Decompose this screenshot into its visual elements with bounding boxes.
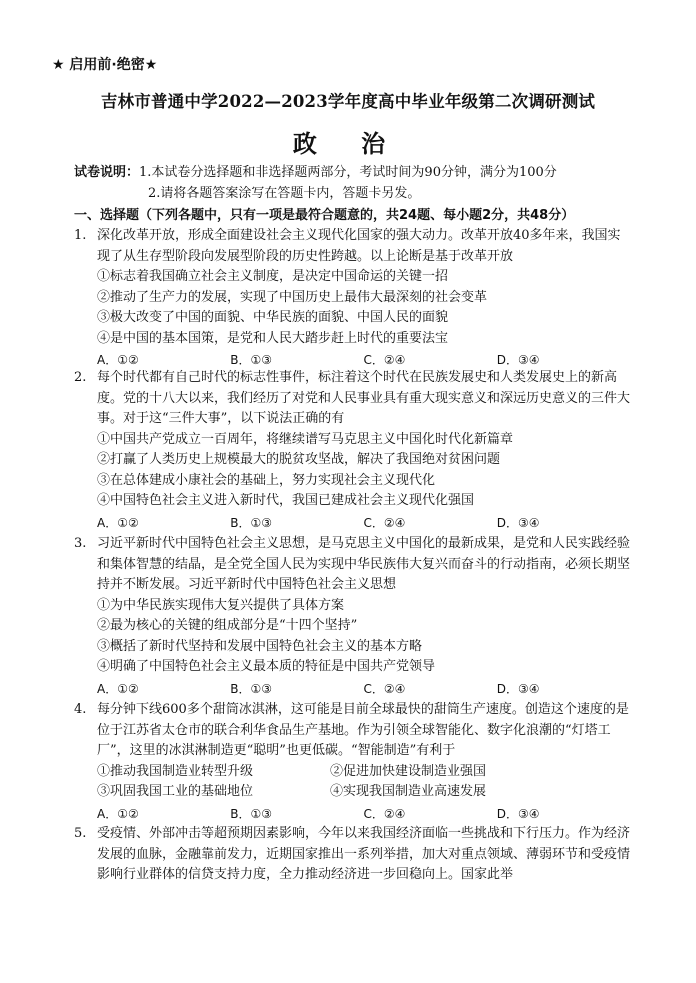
answer-b[interactable]: B．①③ <box>230 353 272 367</box>
question-stem <box>74 226 630 267</box>
option-item: ④实现我国制造业高速发展 <box>330 784 487 799</box>
option-item: ②打赢了人类历史上规模最大的脱贫攻坚战，解决了我国绝对贫困问题 <box>97 452 501 467</box>
question-stem-text: 每分钟下线600多个甜筒冰淇淋，这可能是目前全球最快的甜筒生产速度。创造这个速度的是位于江苏省太仓市的联合利华食品生产基地。作为引领全球智能化、数字化浪潮的“灯塔工厂”，这里的冰淇淋制造更“聪明”也更低碳。“智能制造”有利于 <box>97 702 629 758</box>
question-5 <box>74 824 630 886</box>
question-stem <box>74 700 630 762</box>
option-item: ③极大改变了中国的面貌、中华民族的面貌、中国人民的面貌 <box>97 310 449 325</box>
question-4 <box>74 700 630 825</box>
question-1 <box>74 226 630 371</box>
option-item: ③巩固我国工业的基础地位 <box>97 784 254 799</box>
option-item: ①标志着我国确立社会主义制度，是决定中国命运的关键一招 <box>97 269 449 284</box>
answer-c[interactable]: C．②④ <box>363 681 406 696</box>
section-heading: 一、选择题（下列各题中，只有一项是最符合题意的，共24题、每小题2分，共48分） <box>74 208 575 223</box>
option-item: ④中国特色社会主义进入新时代，我国已建成社会主义现代化强国 <box>97 493 475 508</box>
option-item: ②推动了生产力的发展，实现了中国历史上最伟大最深刻的社会变革 <box>97 289 488 305</box>
question-stem-text: 受疫情、外部冲击等超预期因素影响，今年以来我国经济面临一些挑战和下行压力。作为经济发展的血脉，金融靠前发力，近期国家推出一系列举措，加大对重点领域、薄弱环节和受疫情影响行业群体的信贷支持力度，全力推动经济进一步回稳向上。国家此举 <box>97 826 631 882</box>
question-stem-text: 习近平新时代中国特色社会主义思想，是马克思主义中国化的最新成果，是党和人民实践经验和集体智慧的结晶，是全党全国人民为实现中华民族伟大复兴而奋斗的行动指南，必须长期坚持并不断发展。习近平新时代中国特色社会主义思想 <box>97 536 631 592</box>
exam-title: 吉林市普通中学2022—2023学年度高中毕业年级第二次调研测试 <box>100 92 596 111</box>
exam-instructions <box>74 162 557 204</box>
option-item: ③概括了新时代坚持和发展中国特色社会主义的基本方略 <box>97 638 423 654</box>
instruction-text-1: 1.本试卷分选择题和非选择题两部分，考试时间为90分钟，满分为100分 <box>139 165 557 180</box>
question-number: 3. <box>74 536 87 551</box>
option-item: ④是中国的基本国策，是党和人民大踏步赶上时代的重要法宝 <box>97 330 449 346</box>
option-row <box>74 762 630 783</box>
question-2 <box>74 368 630 534</box>
question-stem <box>74 824 630 886</box>
answer-b[interactable]: B．①③ <box>230 681 272 696</box>
question-stem-text: 深化改革开放，形成全面建设社会主义现代化国家的强大动力。改革开放40多年来，我国实现了从生存型阶段向发展型阶段的历史性跨越。以上论断是基于改革开放 <box>97 228 621 264</box>
option-item: ①推动我国制造业转型升级 <box>97 763 254 779</box>
answer-a[interactable]: A．①② <box>97 806 139 821</box>
subject-title: 政 治 <box>292 129 404 158</box>
option-item: ③在总体建成小康社会的基础上，努力实现社会主义现代化 <box>97 472 436 488</box>
answer-d[interactable]: D．③④ <box>496 515 540 530</box>
answer-c[interactable]: C．②④ <box>363 353 406 367</box>
option-item: ②促进加快建设制造业强国 <box>330 763 487 779</box>
answer-choices <box>74 803 630 825</box>
answer-c[interactable]: C．②④ <box>363 515 406 530</box>
answer-a[interactable]: A．①② <box>97 353 139 367</box>
option-item: ②最为核心的关键的组成部分是“十四个坚持” <box>97 618 358 633</box>
instruction-line-1 <box>74 162 557 183</box>
instruction-line-2: 2.请将各题答案涂写在答题卡内，答题卡另发。 <box>148 186 421 201</box>
question-number: 5. <box>74 826 87 841</box>
question-stem <box>74 368 630 430</box>
question-number: 1. <box>74 228 87 243</box>
question-stem <box>74 534 630 596</box>
answer-a[interactable]: A．①② <box>97 515 139 530</box>
answer-d[interactable]: D．③④ <box>496 353 540 367</box>
answer-d[interactable]: D．③④ <box>496 681 540 696</box>
answer-d[interactable]: D．③④ <box>496 806 540 821</box>
answer-choices <box>74 678 630 700</box>
question-number: 4. <box>74 702 87 717</box>
answer-b[interactable]: B．①③ <box>230 806 272 821</box>
question-3 <box>74 534 630 700</box>
confidential-mark: ★ 启用前·绝密★ <box>52 57 158 73</box>
instruction-lead: 试卷说明： <box>74 165 140 180</box>
answer-c[interactable]: C．②④ <box>363 806 406 821</box>
answer-choices <box>74 512 630 534</box>
answer-a[interactable]: A．①② <box>97 681 139 696</box>
option-item: ①为中华民族实现伟大复兴提供了具体方案 <box>97 597 345 613</box>
question-number: 2. <box>74 370 87 385</box>
option-row <box>74 782 630 803</box>
option-item: ④明确了中国特色社会主义最本质的特征是中国共产党领导 <box>97 659 436 674</box>
option-item: ①中国共产党成立一百周年，将继续谱写马克思主义中国化时代化新篇章 <box>97 431 514 447</box>
answer-b[interactable]: B．①③ <box>230 515 272 530</box>
question-stem-text: 每个时代都有自己时代的标志性事件，标注着这个时代在民族发展史和人类发展史上的新高度。党的十八大以来，我们经历了对党和人民事业具有重大现实意义和深远历史意义的三件大事。对于这“三件大事”，以下说法正确的有 <box>97 370 631 426</box>
